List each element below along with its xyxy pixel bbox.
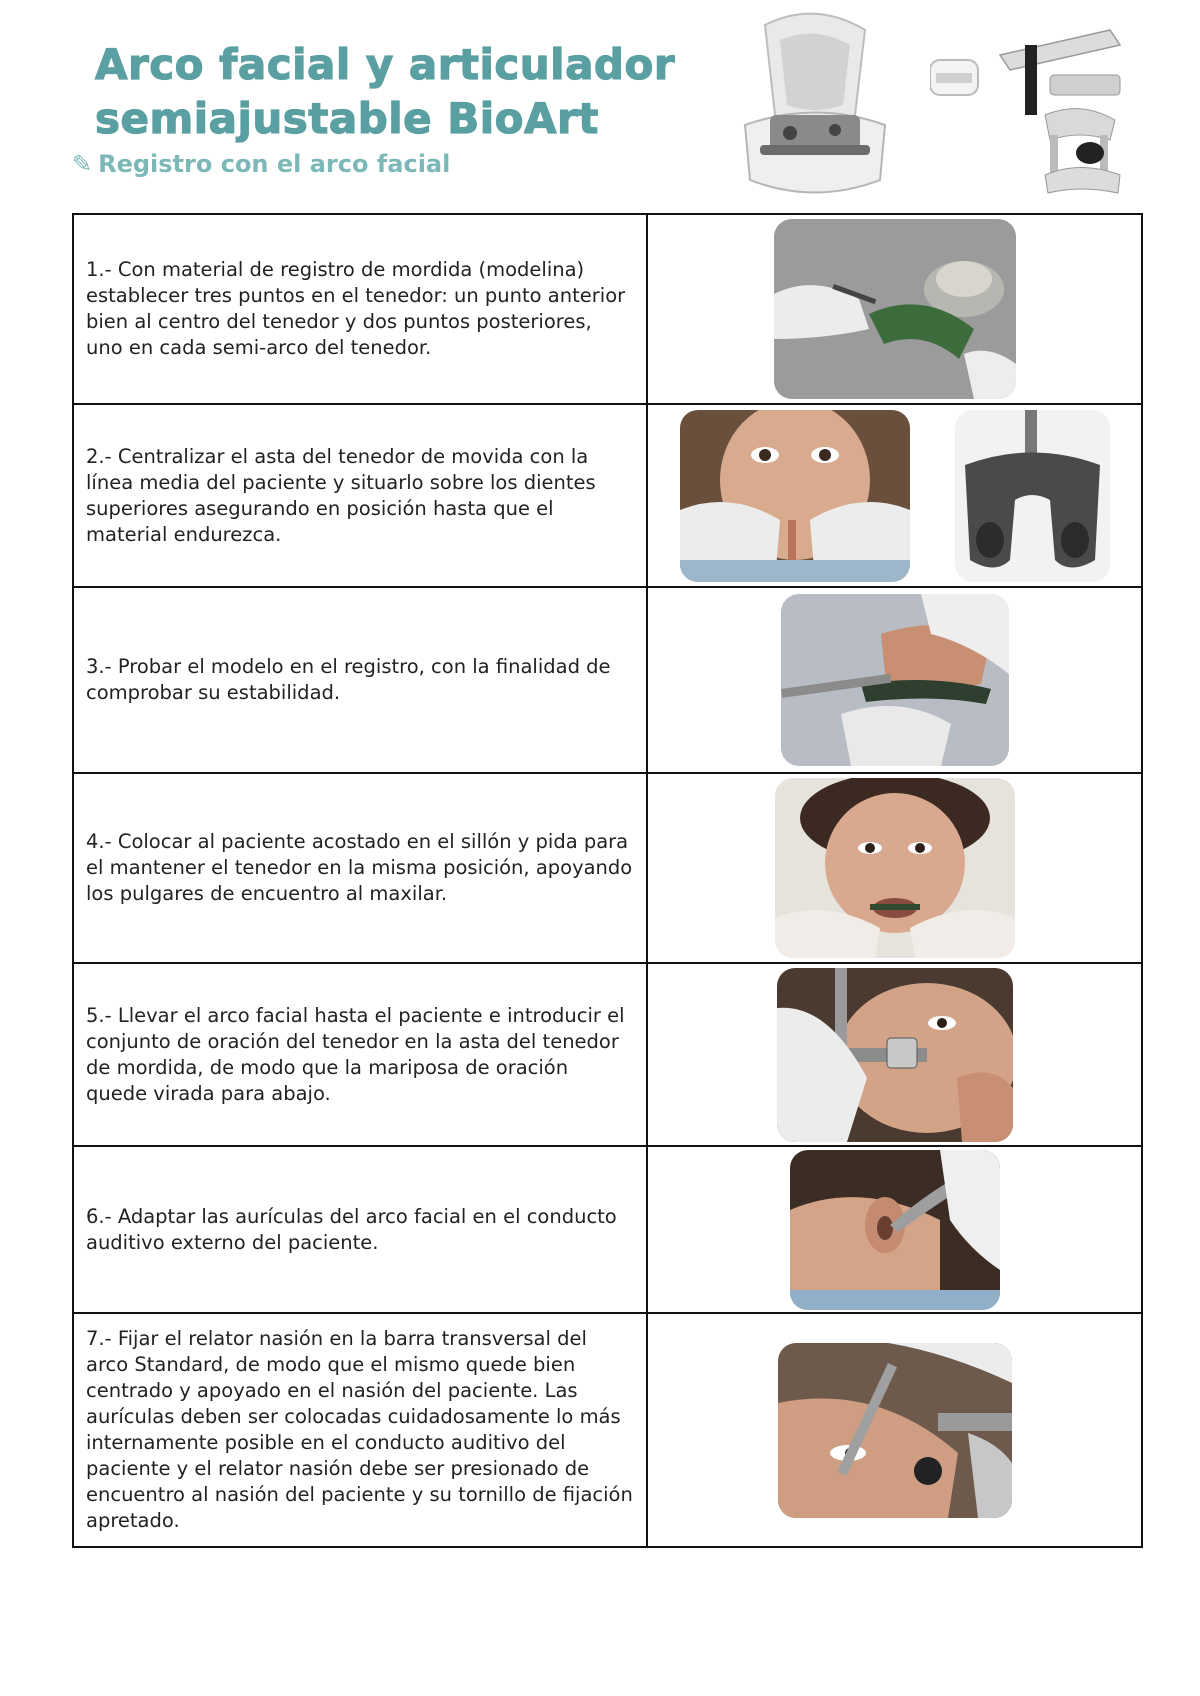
ear-piece-photo bbox=[790, 1150, 1000, 1310]
nasion-relator-photo bbox=[778, 1343, 1012, 1518]
face-bow-insertion-photo bbox=[777, 968, 1013, 1142]
step-4-text: 4.- Colocar al paciente acostado en el sillón y pida para el mantener el tenedor en la misma posición, apoyando los pulgares de encuentro al maxilar. bbox=[73, 773, 647, 963]
step-row-7 bbox=[73, 1313, 1142, 1547]
bite-fork-closeup-photo bbox=[955, 410, 1110, 582]
step-row-5 bbox=[73, 963, 1142, 1146]
step-7-image-cell bbox=[647, 1313, 1142, 1547]
articulator-image bbox=[930, 15, 1130, 200]
step-3-text: 3.- Probar el modelo en el registro, con la finalidad de comprobar su estabilidad. bbox=[73, 587, 647, 773]
steps-table bbox=[72, 213, 1143, 1548]
subtitle-text: Registro con el arco facial bbox=[98, 150, 451, 178]
step-6-text: 6.- Adaptar las aurículas del arco facial en el conducto auditivo externo del paciente. bbox=[73, 1146, 647, 1313]
pencil-icon: ✎ bbox=[72, 150, 93, 178]
bite-fork-modelina-photo bbox=[774, 219, 1016, 399]
model-on-registration-photo bbox=[781, 594, 1009, 766]
step-row-1 bbox=[73, 214, 1142, 404]
title-line-2: semiajustable BioArt bbox=[95, 94, 599, 143]
step-5-text: 5.- Llevar el arco facial hasta el paciente e introducir el conjunto de oración del tenedor en la asta del tenedor de mordida, de modo que la mariposa de oración quede virada para abajo. bbox=[73, 963, 647, 1146]
articulator-case-image bbox=[735, 5, 895, 205]
patient-bite-fork-photo bbox=[680, 410, 910, 582]
step-row-6 bbox=[73, 1146, 1142, 1313]
patient-reclined-photo bbox=[775, 778, 1015, 958]
step-row-2 bbox=[73, 404, 1142, 587]
step-2-text: 2.- Centralizar el asta del tenedor de movida con la línea media del paciente y situarlo sobre los dientes superiores asegurando en posición hasta que el material endurezca. bbox=[73, 404, 647, 587]
title-line-1: Arco facial y articulador bbox=[95, 40, 676, 89]
step-6-image-cell bbox=[647, 1146, 1142, 1313]
step-3-image-cell bbox=[647, 587, 1142, 773]
step-4-image-cell bbox=[647, 773, 1142, 963]
step-2-image-cell bbox=[647, 404, 1142, 587]
step-row-3 bbox=[73, 587, 1142, 773]
page-title bbox=[95, 38, 675, 146]
step-1-text: 1.- Con material de registro de mordida (modelina) establecer tres puntos en el tenedor: un punto anterior bien al centro del tenedor y dos puntos posteriores, uno en cada semi-arco del tenedor. bbox=[73, 214, 647, 404]
step-row-4 bbox=[73, 773, 1142, 963]
step-5-image-cell bbox=[647, 963, 1142, 1146]
step-7-text: 7.- Fijar el relator nasión en la barra transversal del arco Standard, de modo que el mismo quede bien centrado y apoyado en el nasión del paciente. Las aurículas deben ser colocadas cuidadosamente lo más internamente posible en el conducto auditivo del paciente y el relator nasión debe ser presionado de encuentro al nasión del paciente y su tornillo de fijación apretado. bbox=[73, 1313, 647, 1547]
subtitle bbox=[72, 150, 450, 178]
step-1-image-cell bbox=[647, 214, 1142, 404]
